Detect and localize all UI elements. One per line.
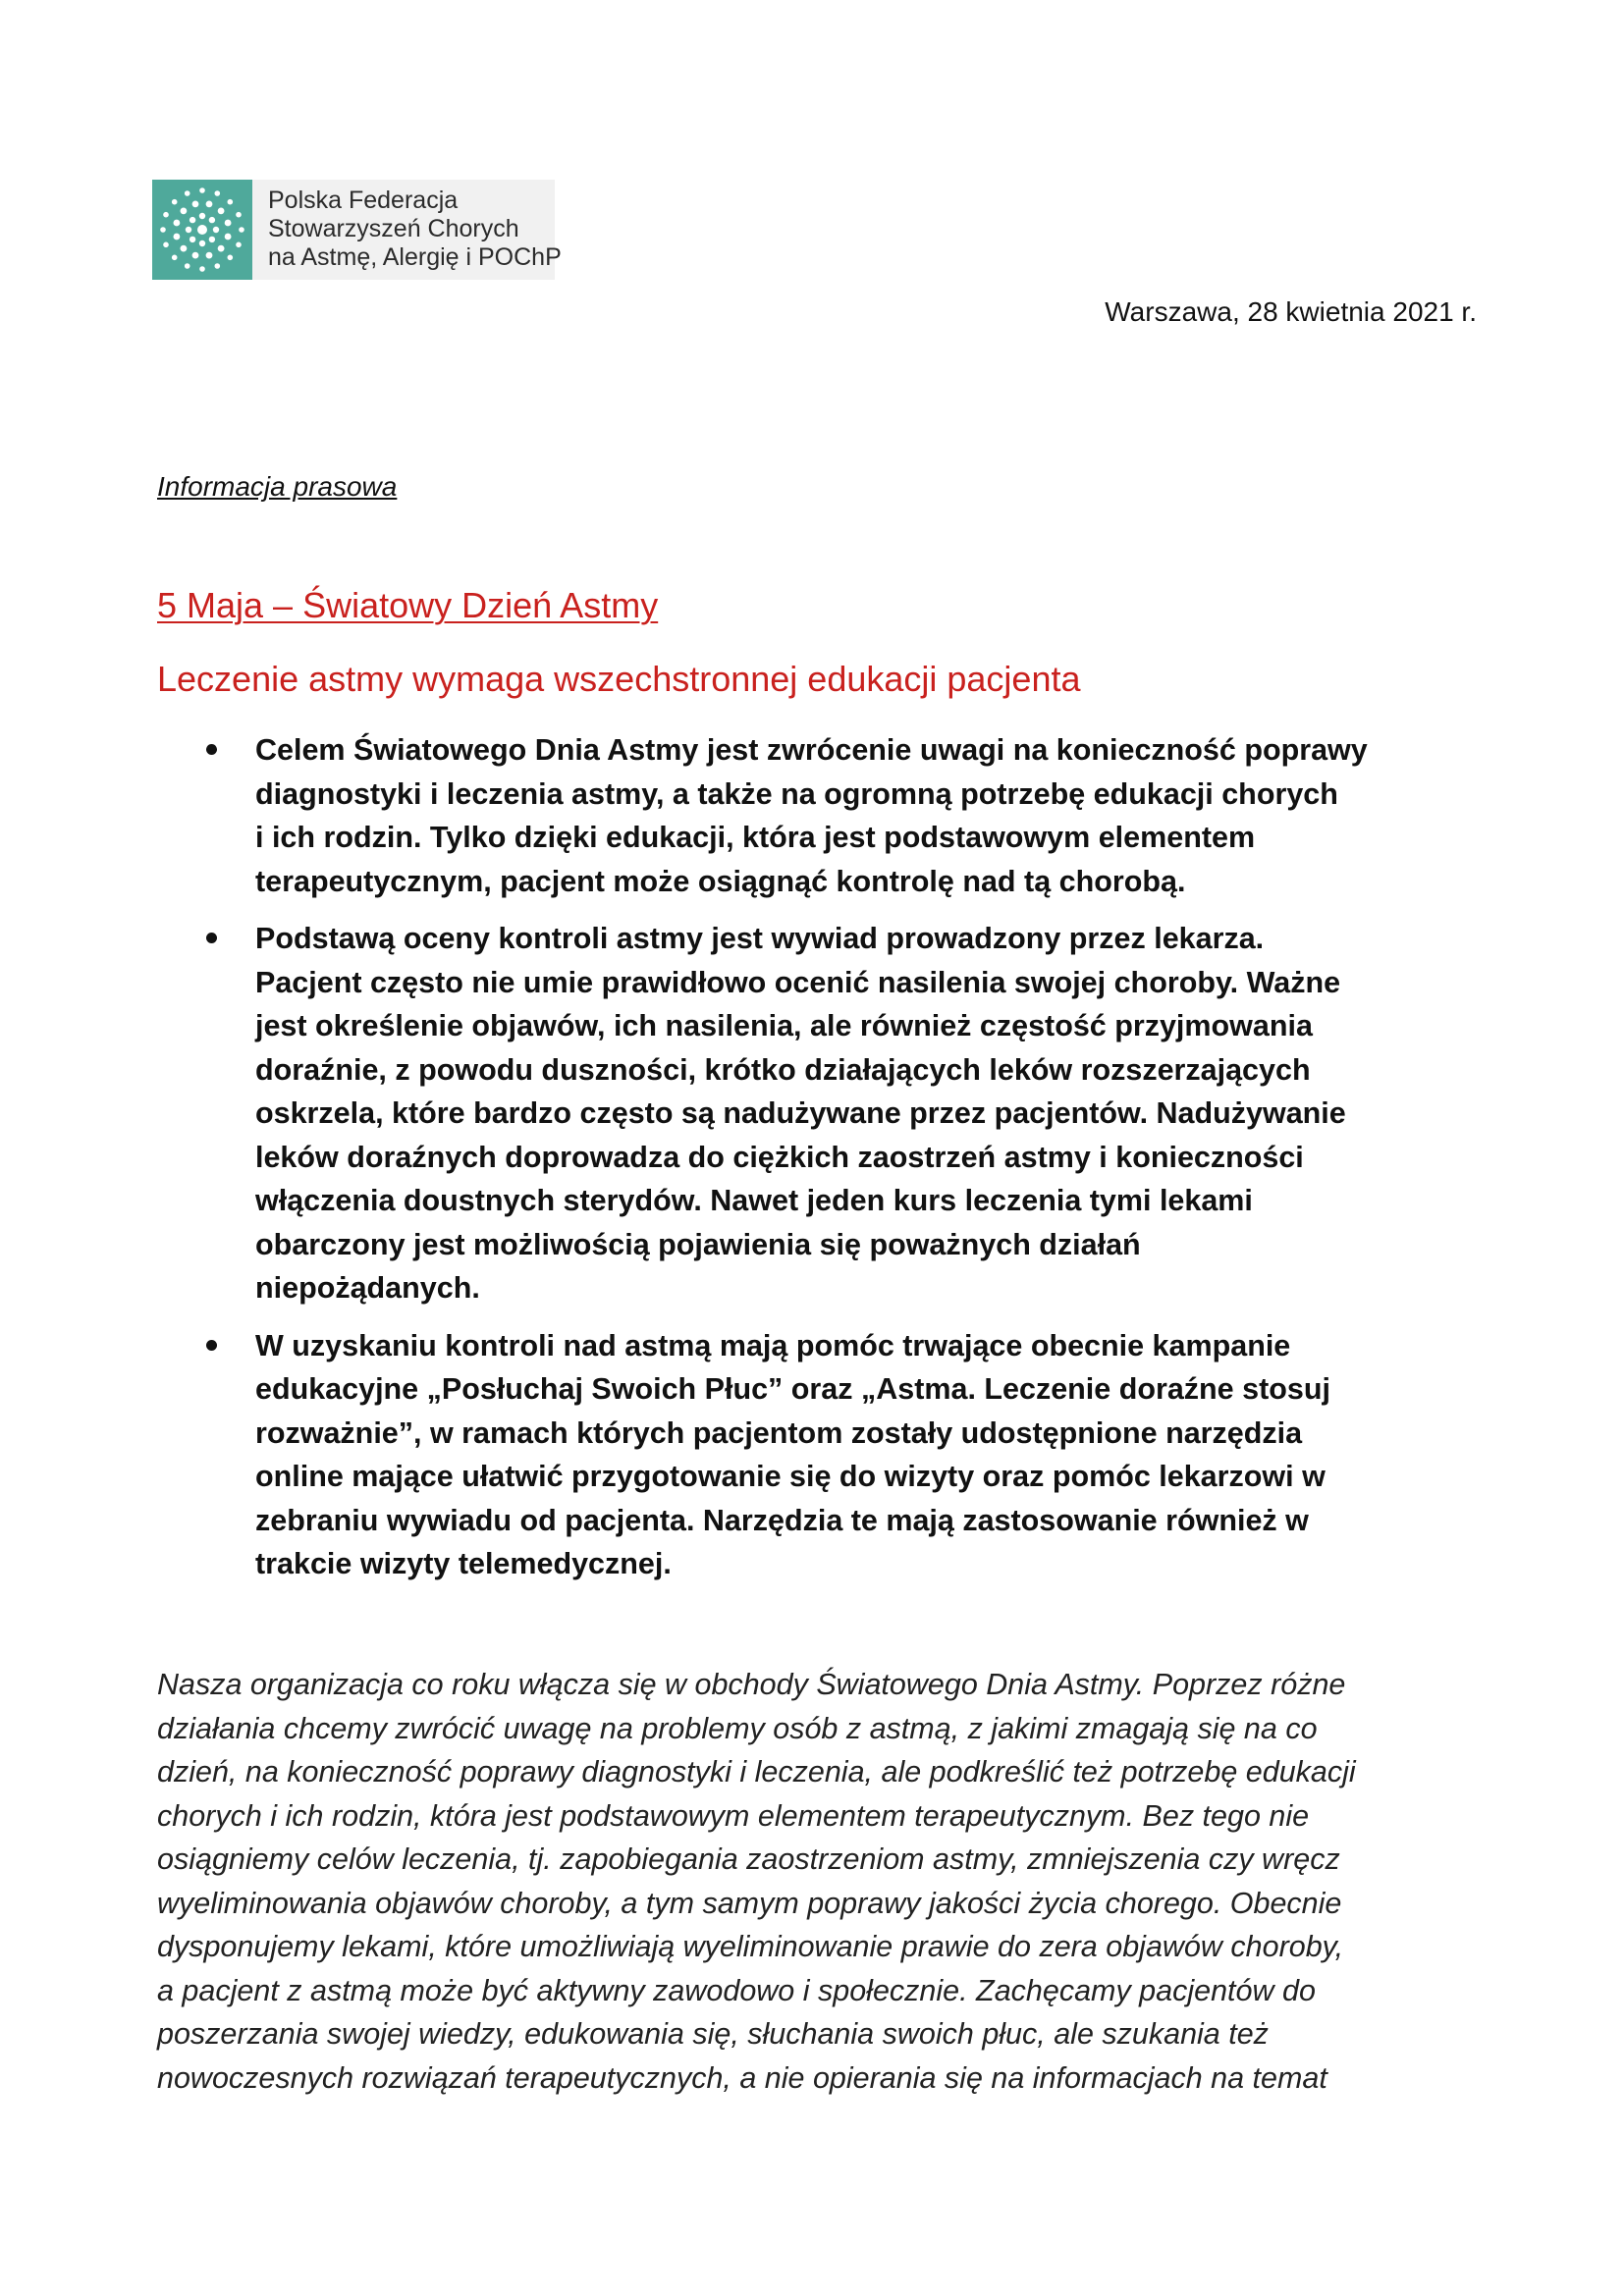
text-line: online mające ułatwić przygotowanie się do wizyty oraz pomóc lekarzowi w [255, 1460, 1326, 1493]
text-line: edukacyjne „Posłuchaj Swoich Płuc” oraz „Astma. Leczenie doraźne stosuj [255, 1372, 1330, 1406]
logo-dot [215, 190, 221, 196]
text-line: Celem Światowego Dnia Astmy jest zwrócenie uwagi na konieczność poprawy [255, 733, 1368, 767]
logo-dot [199, 213, 205, 219]
organization-name [252, 180, 562, 280]
logo-dot [186, 227, 191, 233]
logo-dot [181, 245, 188, 252]
logo-dot [228, 199, 234, 205]
logo-dot [199, 266, 205, 272]
list-item [157, 917, 1483, 1310]
logo-dot [239, 227, 244, 233]
logo-dot [218, 208, 225, 215]
organization-name-line: Stowarzyszeń Chorych [268, 215, 519, 242]
logo-dot [160, 227, 166, 233]
text-line: osiągniemy celów leczenia, tj. zapobiegania zaostrzeniom astmy, zmniejszenia czy wręcz [157, 1842, 1340, 1876]
logo-dot [236, 242, 242, 248]
key-points-list [157, 728, 1483, 1600]
text-line: dzień, na konieczność poprawy diagnostyki i leczenia, ale podkreślić też potrzebę edukacji [157, 1755, 1356, 1789]
text-line: nowoczesnych rozwiązań terapeutycznych, a nie opierania się na informacjach na temat [157, 2060, 1327, 2095]
logo-dot [218, 245, 225, 252]
text-line: diagnostyki i leczenia astmy, a także na ogromną potrzebę edukacji chorych [255, 776, 1338, 811]
logo-dot [163, 212, 169, 218]
list-item [157, 1324, 1483, 1586]
text-line: i ich rodzin. Tylko dzięki edukacji, która jest podstawowym elementem [255, 821, 1256, 854]
logo-dot [225, 220, 232, 227]
logo-dot [209, 237, 215, 242]
organization-logo [152, 180, 562, 280]
page-subtitle: Leczenie astmy wymaga wszechstronnej edukacji pacjenta [157, 659, 1081, 699]
logo-dot [181, 208, 188, 215]
text-line: leków doraźnych doprowadza do ciężkich zaostrzeń astmy i konieczności [255, 1140, 1304, 1174]
logo-dot [236, 212, 242, 218]
logo-dot [206, 252, 213, 259]
logo-dot [185, 263, 190, 269]
text-line: Nasza organizacja co roku włącza się w obchody Światowego Dnia Astmy. Poprzez różne [157, 1668, 1346, 1701]
bullet-icon [206, 1340, 217, 1351]
logo-dot [185, 190, 190, 196]
text-line: oskrzela, które bardzo często są nadużywane przez pacjentów. Nadużywanie [255, 1096, 1346, 1130]
text-line: zebraniu wywiadu od pacjenta. Narzędzia te mają zastosowanie również w [255, 1503, 1309, 1537]
text-line: wyeliminowania objawów choroby, a tym samym poprawy jakości życia chorego. Obecnie [157, 1886, 1342, 1920]
asterisk-dots-logo-icon [152, 180, 252, 280]
logo-dot [172, 199, 178, 205]
organization-name-line: na Astmę, Alergię i POChP [268, 243, 562, 271]
text-line: działania chcemy zwrócić uwagę na problemy osób z astmą, z jakimi zmagają się na co [157, 1711, 1318, 1745]
text-line: niepożądanych. [255, 1271, 480, 1305]
page-title: 5 Maja – Światowy Dzień Astmy [157, 585, 659, 625]
text-line: poszerzania swojej wiedzy, edukowania się, słuchania swoich płuc, ale szukania też [157, 2017, 1269, 2051]
logo-dot [213, 227, 219, 233]
text-line: trakcie wizyty telemedycznej. [255, 1547, 672, 1580]
text-line: terapeutycznym, pacjent może osiągnąć kontrolę nad tą chorobą. [255, 864, 1186, 898]
text-line: rozważnie”, w ramach których pacjentom zostały udostępnione narzędzia [255, 1415, 1303, 1450]
logo-dot [192, 252, 199, 259]
text-line: obarczony jest możliwością pojawienia się poważnych działań [255, 1227, 1141, 1261]
logo-dot [189, 217, 195, 223]
logo-dot [209, 217, 215, 223]
logo-dot [174, 220, 181, 227]
text-line: włączenia doustnych sterydów. Nawet jeden kurs leczenia tymi lekami [255, 1184, 1253, 1217]
logo-dot [163, 242, 169, 248]
document-type-label: Informacja prasowa [157, 471, 398, 502]
logo-dot [228, 255, 234, 261]
logo-dot [206, 201, 213, 208]
logo-dot [199, 187, 205, 193]
text-line: Pacjent często nie umie prawidłowo ocenić nasilenia swojej choroby. Ważne [255, 965, 1341, 999]
list-item [157, 728, 1483, 903]
text-line: a pacjent z astmą może być aktywny zawodowo i społecznie. Zachęcamy pacjentów do [157, 1973, 1316, 2007]
text-line: Podstawą oceny kontroli astmy jest wywiad prowadzony przez lekarza. [255, 922, 1265, 955]
logo-dot [225, 234, 232, 240]
logo-dot [215, 263, 221, 269]
organization-name-line: Polska Federacja [268, 187, 459, 214]
logo-dot [189, 237, 195, 242]
body-paragraph [157, 1663, 1492, 2100]
logo-dot [197, 225, 207, 235]
text-line: dysponujemy lekami, które umożliwiają wyeliminowanie prawie do zera objawów choroby, [157, 1930, 1344, 1963]
document-date: Warszawa, 28 kwietnia 2021 r. [1105, 296, 1477, 327]
logo-dot [192, 201, 199, 208]
text-line: chorych i ich rodzin, która jest podstawowym elementem terapeutycznym. Bez tego nie [157, 1798, 1310, 1833]
text-line: doraźnie, z powodu duszności, krótko działających leków rozszerzających [255, 1052, 1311, 1087]
logo-dot [199, 240, 205, 246]
logo-dot [174, 234, 181, 240]
text-line: jest określenie objawów, ich nasilenia, ale również częstość przyjmowania [255, 1009, 1313, 1042]
text-line: W uzyskaniu kontroli nad astmą mają pomóc trwające obecnie kampanie [255, 1328, 1291, 1362]
bullet-icon [206, 933, 217, 943]
logo-dot [172, 255, 178, 261]
bullet-icon [206, 744, 217, 755]
